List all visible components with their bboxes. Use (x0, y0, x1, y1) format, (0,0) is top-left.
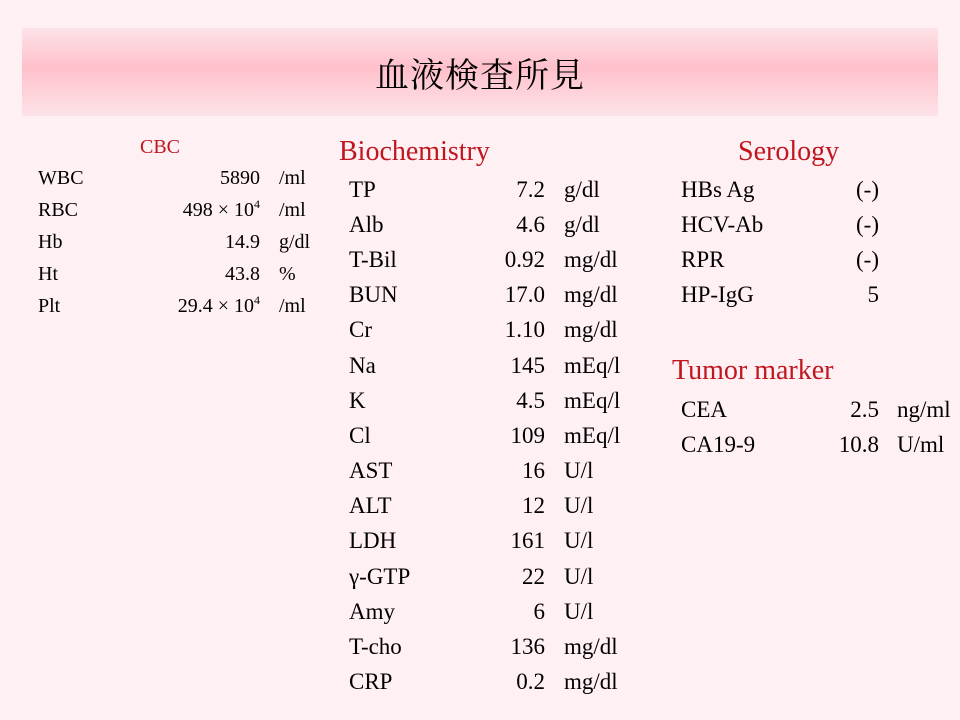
test-value: 109 (510, 422, 545, 448)
tumor-marker-row (681, 392, 959, 427)
test-name: T-Bil (349, 246, 397, 272)
page-title: 血液検査所見 (375, 55, 585, 96)
cbc-row (38, 258, 339, 290)
serology-row (681, 278, 879, 313)
value-base: 29.4 × 10 (177, 294, 254, 317)
test-unit: g/dl (564, 176, 600, 202)
test-name: Na (349, 352, 376, 378)
serology-row (681, 242, 879, 277)
biochemistry-row (349, 383, 644, 418)
test-name: HP-IgG (681, 282, 754, 308)
test-value: 7.2 (516, 176, 545, 202)
cbc-row (38, 226, 339, 258)
biochemistry-row (349, 594, 644, 629)
test-value: 6 (533, 598, 545, 624)
test-name: T-cho (349, 634, 402, 660)
test-value: 161 (510, 528, 545, 554)
biochemistry-row (349, 524, 644, 559)
test-value: 0.2 (516, 669, 545, 695)
test-value: (-) (856, 176, 879, 202)
serology-row (681, 172, 879, 207)
biochemistry-row (349, 172, 644, 207)
test-unit: /ml (279, 166, 306, 189)
test-name: BUN (349, 282, 398, 308)
test-name: RPR (681, 246, 725, 272)
test-unit: /ml (279, 198, 306, 221)
test-unit: mg/dl (564, 246, 618, 272)
biochemistry-row (349, 348, 644, 383)
test-name: RBC (38, 198, 79, 221)
test-name: CA19-9 (681, 431, 756, 457)
test-value: 10.8 (838, 431, 879, 457)
test-value: (-) (856, 246, 879, 272)
biochemistry-row (349, 418, 644, 453)
biochemistry-row (349, 313, 644, 348)
test-unit: mg/dl (564, 669, 618, 695)
test-name: HBs Ag (681, 176, 755, 202)
test-unit: mg/dl (564, 634, 618, 660)
test-name: WBC (38, 166, 84, 189)
test-value: 0.92 (504, 246, 545, 272)
tumor-marker-table (681, 392, 959, 462)
test-unit: U/ml (897, 431, 945, 457)
biochemistry-row (349, 207, 644, 242)
test-unit: mg/dl (564, 317, 618, 343)
test-unit: ng/ml (897, 396, 951, 422)
test-unit: mg/dl (564, 282, 618, 308)
test-name: Ht (38, 262, 58, 285)
test-name: AST (349, 458, 393, 484)
test-value: (-) (856, 211, 879, 237)
test-value: 5 (867, 282, 879, 308)
test-value: 14.9 (225, 230, 260, 253)
test-name: CEA (681, 396, 727, 422)
test-unit: mEq/l (564, 422, 621, 448)
serology-heading: Serology (738, 136, 840, 167)
test-value: 43.8 (225, 262, 260, 285)
test-unit: U/l (564, 598, 594, 624)
cbc-row (38, 290, 339, 322)
test-unit: % (279, 262, 296, 285)
test-unit: g/dl (564, 211, 600, 237)
biochemistry-row (349, 665, 644, 700)
test-value: 16 (522, 458, 545, 484)
test-value: 1.10 (504, 317, 545, 343)
test-unit: mEq/l (564, 387, 621, 413)
cbc-table (38, 162, 339, 322)
cbc-row (38, 194, 339, 226)
biochemistry-row (349, 242, 644, 277)
test-unit: U/l (564, 563, 594, 589)
test-name: LDH (349, 528, 397, 554)
test-unit: /ml (279, 294, 306, 317)
test-unit: U/l (564, 528, 594, 554)
test-value (128, 194, 279, 226)
test-name: Amy (349, 598, 395, 624)
test-unit: g/dl (279, 230, 311, 253)
serology-row (681, 207, 879, 242)
test-name: CRP (349, 669, 393, 695)
biochemistry-row (349, 489, 644, 524)
test-name: Alb (349, 211, 384, 237)
biochemistry-row (349, 559, 644, 594)
biochemistry-row (349, 454, 644, 489)
test-value: 4.5 (516, 387, 545, 413)
test-value (128, 290, 279, 322)
biochemistry-table (349, 172, 644, 700)
test-value: 136 (510, 634, 545, 660)
test-unit: mEq/l (564, 352, 621, 378)
cbc-heading: CBC (140, 136, 181, 158)
test-name: HCV-Ab (681, 211, 764, 237)
value-base: 498 × 10 (182, 198, 254, 221)
test-unit: U/l (564, 458, 594, 484)
biochemistry-row (349, 278, 644, 313)
test-name: Plt (38, 294, 61, 317)
test-value: 17.0 (504, 282, 545, 308)
test-name: ALT (349, 493, 392, 519)
test-value: 22 (522, 563, 545, 589)
test-name: Cl (349, 422, 371, 448)
test-unit: U/l (564, 493, 594, 519)
cbc-row (38, 162, 339, 194)
tumor-marker-heading: Tumor marker (672, 355, 834, 386)
test-value: 145 (510, 352, 545, 378)
title-band (22, 28, 938, 116)
test-name: Hb (38, 230, 63, 253)
test-name: Cr (349, 317, 372, 343)
test-value: 12 (522, 493, 545, 519)
serology-table (681, 172, 879, 313)
value-exponent: 4 (254, 292, 260, 307)
biochemistry-row (349, 629, 644, 664)
test-name: TP (349, 176, 376, 202)
test-name: γ-GTP (349, 563, 411, 589)
biochemistry-heading: Biochemistry (339, 136, 490, 167)
test-value: 2.5 (850, 396, 879, 422)
tumor-marker-row (681, 427, 959, 462)
test-value: 5890 (220, 166, 260, 189)
test-value: 4.6 (516, 211, 545, 237)
value-exponent: 4 (254, 196, 260, 211)
test-name: K (349, 387, 366, 413)
